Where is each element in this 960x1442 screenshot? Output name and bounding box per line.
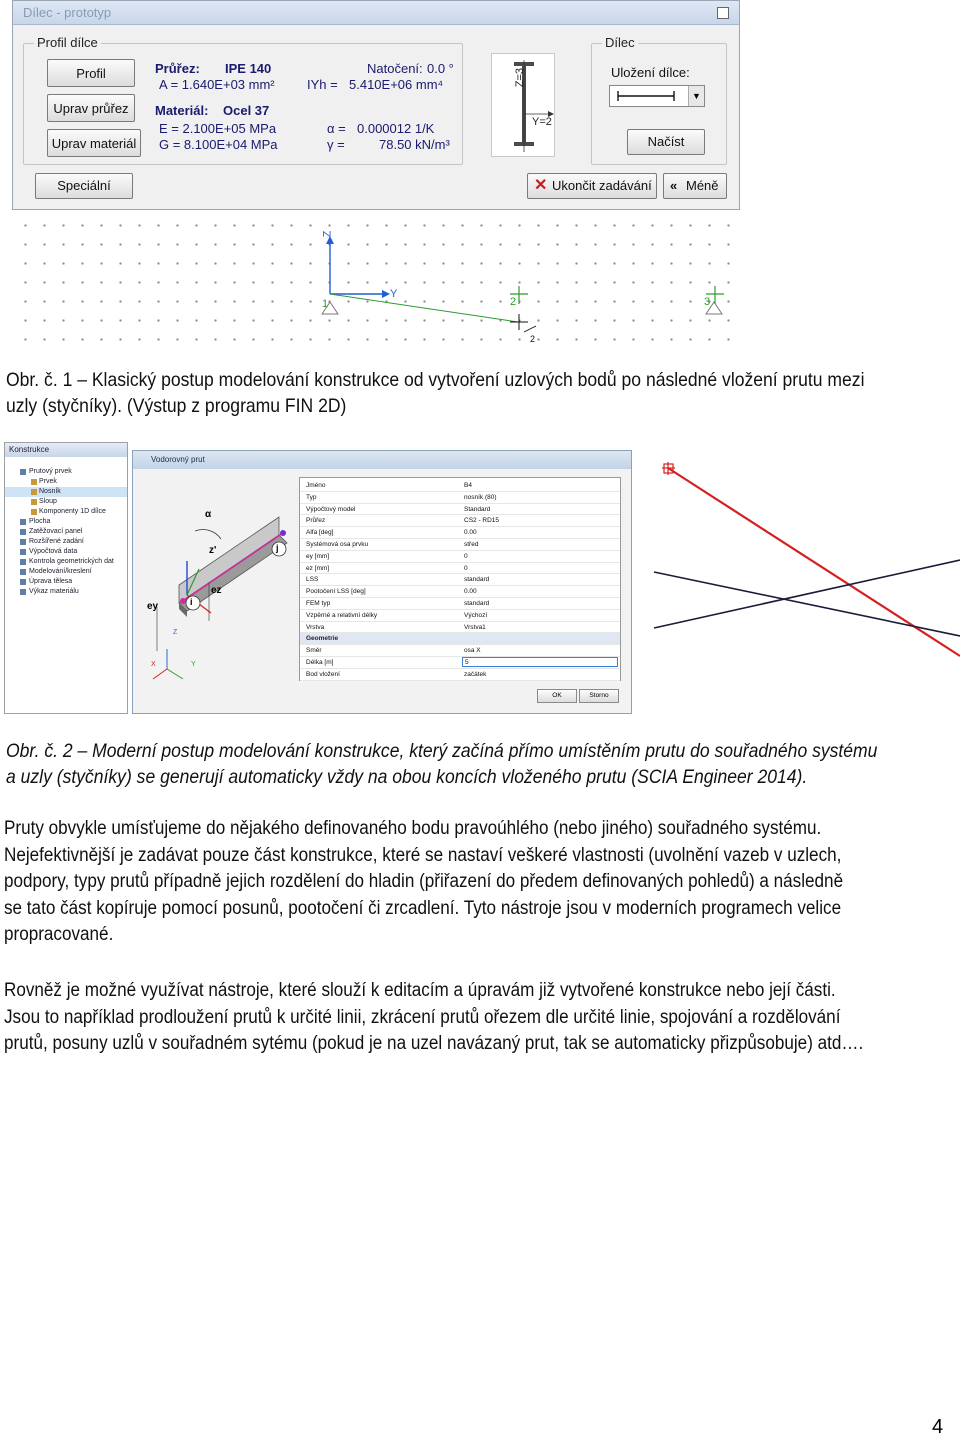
property-row[interactable] — [300, 574, 620, 586]
sketch-axis-z: Z — [173, 629, 178, 636]
property-row[interactable] — [300, 527, 620, 539]
dilec-group-label: Dílec — [602, 35, 638, 50]
ulozeni-label: Uložení dílce: — [611, 65, 690, 80]
window-titlebar — [13, 1, 739, 25]
ukoncit-button[interactable] — [527, 173, 657, 199]
property-key: Jméno — [306, 482, 326, 489]
property-value[interactable]: Standard — [464, 505, 491, 513]
tree-item[interactable]: Výpočtová data — [5, 547, 127, 557]
close-x-icon: ✕ — [534, 177, 548, 194]
dark-member-line-2 — [654, 560, 960, 628]
node-2-label: 2 — [510, 296, 517, 308]
property-row[interactable] — [300, 610, 620, 622]
specialni-button[interactable]: Speciální — [35, 173, 133, 199]
section-label: Průřez: — [155, 61, 200, 76]
paragraph-1-line-2: Nejefektivnější je zadávat pouze část konstrukce, které se nastaví veškeré vlastnosti (uvolnění vazeb v uzlech, — [4, 844, 842, 866]
section-inertia: 5.410E+06 mm⁴ — [349, 77, 444, 92]
property-grid[interactable] — [299, 477, 621, 681]
property-section-header[interactable] — [300, 633, 620, 645]
tree-item[interactable]: Nosník — [5, 487, 127, 497]
property-value[interactable]: 5 — [462, 657, 618, 667]
paragraph-2-line-2: Jsou to například prodloužení prutů k určité linii, zkrácení prutů ořezem dle určité linie, spojování a rozdělování — [4, 1006, 841, 1028]
tree-item[interactable]: Zatěžovací panel — [5, 527, 127, 537]
caption-2-line-1: Obr. č. 2 – Moderní postup modelování konstrukce, který začíná přímo umístěním prutu do souřadného systému — [6, 740, 878, 762]
scia-horizontal-member-dialog — [132, 450, 632, 714]
property-row[interactable] — [300, 492, 620, 504]
property-row[interactable] — [300, 480, 620, 492]
paragraph-1-line-5: propracované. — [4, 924, 114, 945]
tree-header: Konstrukce — [5, 443, 127, 457]
paragraph-1-line-3: podpory, typy prutů případně jejich rozdělení do hladin (přiřazení do předem definovaných pohledů) a následně — [4, 871, 844, 892]
property-key: Bod vložení — [306, 670, 340, 678]
tree-item[interactable]: Výkaz materiálu — [5, 587, 127, 597]
mene-label: Méně — [686, 178, 719, 193]
property-value[interactable]: CS2 - RD15 — [464, 517, 500, 525]
property-key: Geometrie — [306, 635, 339, 643]
sketch-ez-label: ez — [211, 585, 222, 596]
grid-axis-y-label: Y — [390, 288, 398, 300]
property-row[interactable] — [300, 504, 620, 516]
property-key: Vrstva — [306, 623, 325, 631]
property-row[interactable] — [300, 586, 620, 598]
member-lines-drawing — [640, 440, 960, 700]
material-g: G = 8.100E+04 MPa — [159, 137, 278, 152]
tree-list — [5, 457, 127, 597]
property-key: Typ — [306, 493, 317, 501]
property-value[interactable]: střed — [464, 541, 479, 548]
fin2d-grid-canvas — [12, 212, 740, 348]
paragraph-2-line-1: Rovněž je možné využívat nástroje, které slouží k editacím a úpravám již vytvořené konstrukce nebo její části. — [4, 980, 836, 1001]
red-member-line — [668, 468, 960, 656]
sketch-ey-label: ey — [147, 601, 159, 612]
profile-group-label: Profil dílce — [34, 35, 101, 50]
tree-item[interactable]: Prvek — [5, 477, 127, 487]
tree-item[interactable]: Komponenty 1D dílce — [5, 507, 127, 517]
window-title: Dílec - prototyp — [23, 5, 112, 20]
property-value[interactable]: 0 — [464, 552, 468, 560]
caption-1-line-2: uzly (styčníky). (Výstup z programu FIN 2D) — [6, 395, 347, 417]
property-key: LSS — [306, 576, 319, 584]
property-value[interactable]: Výchozí — [464, 611, 488, 619]
uprav-prurez-button[interactable]: Uprav průřez — [47, 94, 135, 122]
y-axis-arrow — [382, 290, 390, 298]
material-e: E = 2.100E+05 MPa — [159, 121, 277, 136]
property-key: ez [mm] — [306, 564, 330, 572]
property-key: Délka [m] — [306, 659, 334, 666]
section-z-label: Z=3 — [514, 68, 526, 88]
material-name: Ocel 37 — [223, 103, 270, 118]
tree-item[interactable]: Kontrola geometrických dat — [5, 557, 127, 567]
model-drawing — [12, 212, 740, 348]
sketch-j-label: j — [276, 543, 279, 553]
material-label: Materiál: — [155, 103, 209, 118]
page-number: 4 — [932, 1416, 944, 1438]
caption-2-line-2: a uzly (styčníky) se generují automaticky vždy na obou koncích vloženého prutu (SCIA Engineer 2014). — [6, 766, 808, 788]
sketch-axis-y: Y — [191, 661, 196, 668]
property-value[interactable]: standard — [464, 600, 490, 607]
mene-button[interactable] — [663, 173, 727, 199]
paragraph-2-line-3: prutů, posuny uzlů v souřadném sytému (pokud je na uzel navázaný prut, tak se automaticky přizpůsobuje) atd…. — [4, 1033, 864, 1054]
property-row[interactable] — [300, 669, 620, 681]
rotation-value: 0.0 ° — [427, 61, 454, 76]
figure-2-caption — [6, 738, 956, 790]
paragraph-1-line-1: Pruty obvykle umísťujeme do nějakého definovaného bodu pravoúhlého (nebo jiného) souřadného systému. — [4, 818, 822, 839]
dark-member-line — [654, 572, 960, 636]
paragraph-1-line-4: se tato část kopíruje pomocí posunů, pootočení či zrcadlení. Tyto nástroje jsou v moderních programech velice — [4, 897, 842, 919]
property-row[interactable] — [300, 551, 620, 563]
property-value[interactable]: Vrstva1 — [464, 623, 486, 631]
tree-item[interactable]: Plocha — [5, 517, 127, 527]
nacist-button[interactable]: Načíst — [627, 129, 705, 155]
gamma-value: 78.50 kN/m³ — [379, 137, 450, 152]
property-value[interactable]: 0 — [464, 564, 468, 572]
ukoncit-label: Ukončit zadávání — [552, 178, 652, 193]
gamma-label: γ = — [327, 137, 345, 152]
rotation-label: Natočení: — [367, 61, 423, 76]
tree-item[interactable]: Úprava tělesa — [5, 577, 127, 587]
alpha-label: α = — [327, 121, 346, 136]
property-row[interactable] — [300, 657, 620, 669]
window-close-icon[interactable] — [717, 7, 729, 19]
property-value[interactable]: osa X — [464, 647, 481, 655]
member-label: 2 — [530, 334, 536, 344]
property-key: Alfa [deg] — [306, 529, 334, 537]
fin2d-dialog-window — [12, 0, 740, 210]
property-key: Směr — [306, 647, 322, 655]
sketch-i-label: i — [190, 597, 193, 607]
property-key: ey [mm] — [306, 552, 330, 560]
member-line — [330, 294, 518, 322]
section-y-label: Y=2 — [532, 116, 552, 128]
property-value[interactable]: 0.00 — [464, 529, 477, 537]
property-key: Vzpěrné a relativní délky — [306, 611, 378, 619]
property-row[interactable] — [300, 622, 620, 634]
property-key: FEM typ — [306, 600, 331, 607]
property-row[interactable] — [300, 515, 620, 527]
storno-button[interactable]: Storno — [579, 689, 619, 703]
sketch-alpha-label: α — [205, 509, 212, 520]
node-1-label: 1 — [322, 298, 329, 310]
figure-1-caption — [6, 367, 956, 419]
property-value[interactable]: 0.00 — [464, 588, 477, 596]
property-key: Systémová osa prvku — [306, 541, 369, 548]
property-row[interactable] — [300, 563, 620, 575]
tree-item[interactable]: Rozšířené zadání — [5, 537, 127, 547]
paragraph-1 — [4, 816, 958, 949]
ok-button[interactable]: OK — [537, 689, 577, 703]
property-key: Výpočtový model — [306, 505, 356, 513]
uprav-material-button[interactable]: Uprav materiál — [47, 129, 141, 157]
sketch-axis-x: X — [151, 661, 156, 668]
alpha-value: 0.000012 1/K — [357, 121, 435, 136]
property-key: Pootočení LSS [deg] — [306, 588, 366, 596]
property-value[interactable]: nosník (80) — [464, 493, 497, 501]
chevron-down-icon[interactable]: ▼ — [688, 86, 704, 106]
profil-button[interactable]: Profil — [47, 59, 135, 87]
property-value[interactable]: B4 — [464, 482, 472, 489]
property-row[interactable] — [300, 598, 620, 610]
tree-item[interactable]: Sloup — [5, 497, 127, 507]
member-sketch-icon — [139, 473, 299, 683]
property-value[interactable]: začátek — [464, 670, 487, 678]
paragraph-2 — [4, 978, 958, 1058]
double-chevron-left-icon: « — [670, 178, 678, 193]
caption-1-line-1: Obr. č. 1 – Klasický postup modelování konstrukce od vytvoření uzlových bodů po následné vložení prutu mezi — [6, 369, 865, 391]
tree-item[interactable]: Prutový prvek — [5, 467, 127, 477]
scia-structure-tree — [4, 442, 128, 714]
section-area: A = 1.640E+03 mm² — [159, 77, 275, 92]
property-row[interactable] — [300, 539, 620, 551]
property-value[interactable]: standard — [464, 576, 490, 584]
sketch-z-label: z' — [209, 545, 217, 556]
section-preview — [491, 53, 555, 157]
property-key: Průřez — [306, 517, 326, 525]
grid-axis-z-label: Z — [321, 230, 334, 238]
dimension-tick — [524, 326, 536, 332]
section-inertia-label: IYh = — [307, 77, 338, 92]
ulozeni-select[interactable] — [609, 85, 705, 107]
property-row[interactable] — [300, 645, 620, 657]
support-type-icon — [614, 86, 692, 106]
scia-model-view — [640, 440, 960, 700]
tree-item[interactable]: Modelování/kreslení — [5, 567, 127, 577]
dialog-title: Vodorovný prut — [133, 451, 631, 469]
node-3-label: 3 — [704, 296, 711, 308]
section-name: IPE 140 — [225, 61, 272, 76]
